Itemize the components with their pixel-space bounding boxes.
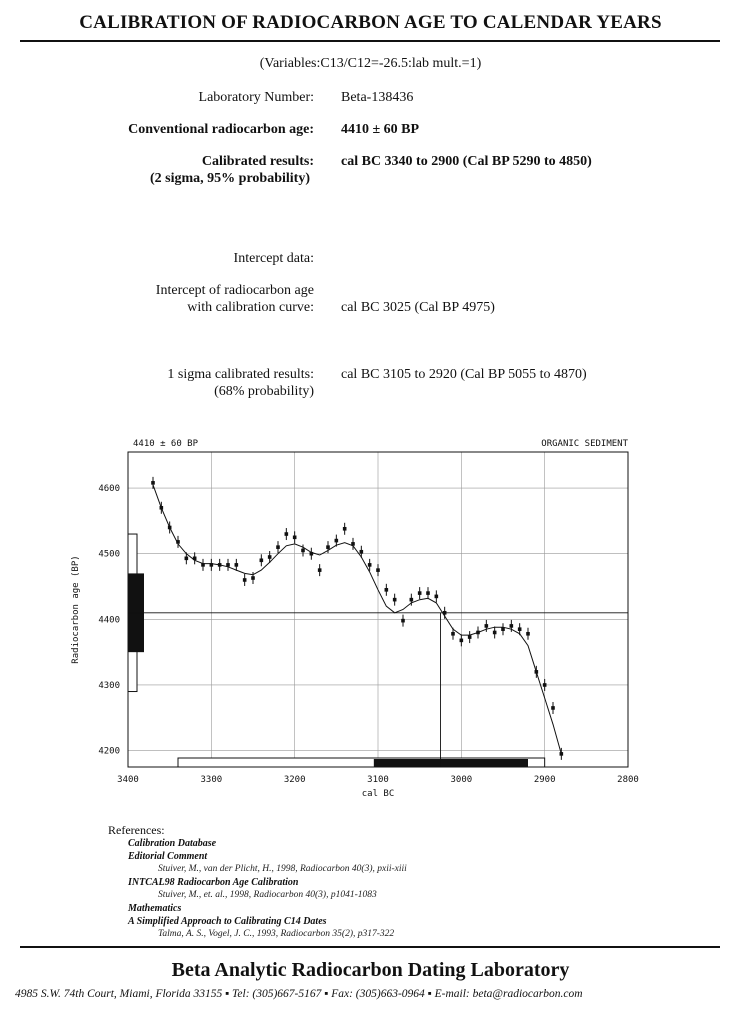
intercept-value: cal BC 3025 (Cal BP 4975) [341, 300, 495, 315]
data-point [560, 752, 564, 756]
data-point [543, 683, 547, 687]
reference-2: Stuiver, M., van der Plicht, H., 1998, Radiocarbon 40(3), pxii-xiii [158, 864, 407, 874]
data-point [443, 611, 447, 615]
x-tick-label: 3400 [117, 775, 139, 785]
data-point [526, 632, 530, 636]
calibrated-label: Calibrated results: [201, 154, 314, 169]
data-point [293, 536, 297, 540]
one-sigma-label-probability: (68% probability) [214, 384, 314, 399]
lab-number-value: Beta-138436 [341, 90, 414, 105]
data-point [385, 588, 389, 592]
data-point [418, 591, 422, 595]
data-point [285, 532, 289, 536]
x-tick-label: 3200 [283, 775, 306, 785]
data-point [151, 481, 155, 485]
data-point [493, 631, 497, 635]
data-point [276, 545, 280, 549]
y-tick-label: 4200 [98, 746, 120, 757]
data-point [326, 545, 330, 549]
data-point [426, 591, 430, 595]
reference-0: Calibration Database [128, 838, 217, 849]
data-point [551, 706, 555, 710]
data-point [368, 563, 372, 567]
data-point [360, 550, 364, 554]
data-point [343, 527, 347, 531]
calibrated-label-probability: (2 sigma, 95% probability) [150, 171, 310, 186]
data-point [376, 568, 380, 572]
y-tick-label: 4400 [98, 615, 120, 626]
data-point [501, 627, 505, 631]
data-point [485, 624, 489, 628]
intercept-header: Intercept data: [233, 251, 314, 266]
calibrated-value: cal BC 3340 to 2900 (Cal BP 5290 to 4850) [341, 154, 592, 169]
data-point [510, 624, 514, 628]
chart-top-left-label: 4410 ± 60 BP [133, 439, 199, 449]
data-point [476, 631, 480, 635]
footer-title: Beta Analytic Radiocarbon Dating Laboratory [171, 959, 570, 981]
footer-address: 4985 S.W. 74th Court, Miami, Florida 33155 ▪ Tel: (305)667-5167 ▪ Fax: (305)663-0964 ▪ E-mail: beta@radiocarbon.com [15, 988, 583, 1000]
data-point [176, 540, 180, 544]
bottom-divider [20, 946, 720, 948]
data-point [260, 558, 264, 562]
calibration-chart [60, 432, 660, 812]
data-point [235, 563, 239, 567]
lab-number-label: Laboratory Number: [198, 90, 314, 105]
data-point [335, 539, 339, 543]
data-point [160, 506, 164, 510]
data-point [535, 670, 539, 674]
y-axis-label: Radiocarbon age (BP) [71, 555, 81, 664]
data-point [393, 598, 397, 602]
references [108, 824, 407, 941]
x-tick-label: 3300 [200, 775, 223, 785]
reference-3: INTCAL98 Radiocarbon Age Calibration [128, 877, 299, 888]
x-axis-label: cal BC [361, 789, 395, 799]
one-sigma-value: cal BC 3105 to 2920 (Cal BP 5055 to 4870) [341, 367, 587, 382]
references-header: References: [108, 823, 165, 837]
data-point [243, 578, 247, 582]
data-point [435, 595, 439, 599]
data-point [185, 557, 189, 561]
data-point [268, 555, 272, 559]
conventional-age-value: 4410 ± 60 BP [341, 122, 420, 137]
data-point [518, 627, 522, 631]
data-point [451, 632, 455, 636]
reference-6: A Simplified Approach to Calibrating C14 Dates [128, 916, 327, 927]
data-point [460, 639, 464, 643]
x-tick-label: 2900 [533, 775, 556, 785]
page-title: CALIBRATION OF RADIOCARBON AGE TO CALENDAR YEARS [79, 12, 662, 33]
data-point [410, 598, 414, 602]
variables-line: (Variables:C13/C12=-26.5:lab mult.=1) [259, 56, 482, 71]
x-tick-label: 2800 [617, 775, 639, 785]
y-tick-label: 4300 [98, 680, 120, 691]
data-point [301, 549, 305, 553]
chart-top-right-label: ORGANIC SEDIMENT [541, 439, 628, 449]
reference-5: Mathematics [128, 903, 182, 914]
reference-4: Stuiver, M., et. al., 1998, Radiocarbon 40(3), p1041-1083 [158, 890, 377, 900]
data-point [210, 563, 214, 567]
data-point [168, 526, 172, 530]
x-tick-label: 3000 [450, 775, 473, 785]
data-point [468, 635, 472, 639]
data-point [226, 563, 230, 567]
sigma1-cal-bar [374, 759, 528, 767]
data-point [201, 563, 205, 567]
y-tick-label: 4600 [98, 484, 120, 495]
data-point [401, 619, 405, 623]
intercept-label: Intercept of radiocarbon age [155, 283, 314, 298]
intercept-label-curve: with calibration curve: [187, 300, 314, 315]
data-point [310, 552, 314, 556]
y-tick-label: 4500 [98, 549, 120, 560]
reference-1: Editorial Comment [128, 851, 208, 862]
conventional-age-label: Conventional radiocarbon age: [128, 122, 314, 137]
data-point [318, 568, 322, 572]
data-point [218, 563, 222, 567]
x-tick-label: 3100 [367, 775, 389, 785]
data-point [193, 557, 197, 561]
one-sigma-label: 1 sigma calibrated results: [167, 367, 314, 382]
data-point [351, 542, 355, 546]
data-point [251, 576, 255, 580]
reference-7: Talma, A. S., Vogel, J. C., 1993, Radiocarbon 35(2), p317-322 [158, 929, 395, 939]
top-divider [20, 40, 720, 42]
